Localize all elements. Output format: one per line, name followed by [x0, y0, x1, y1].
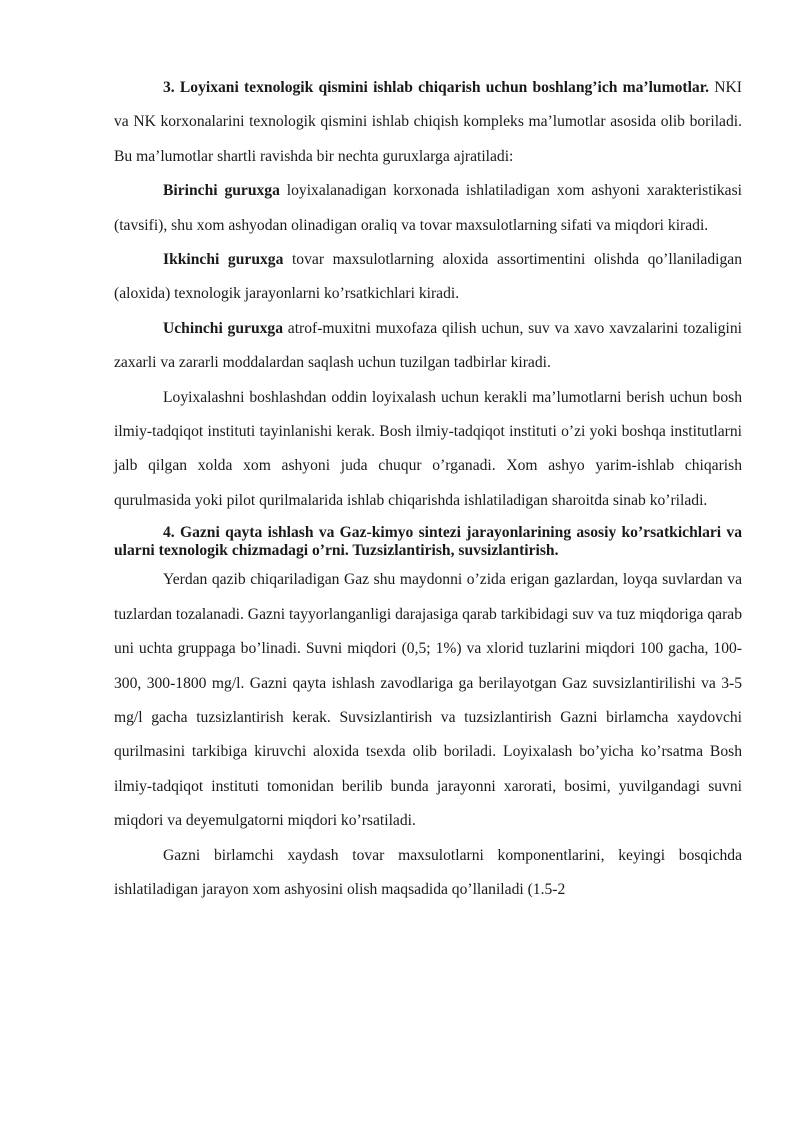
section-3-paragraph: [114, 71, 742, 174]
section-3-text: NKI va NK korxonalarini texnologik qismini ishlab chiqish kompleks ma’lumotlar asosida olib boriladi. Bu ma’lumotlar shartli ravishda bir nechta guruxlarga ajratiladi:: [114, 79, 742, 165]
group-3-label: Uchinchi guruxga: [163, 319, 284, 337]
group-1-text: loyixalanadigan korxonada ishlatiladigan xom ashyoni xarakteristikasi (tavsifi), shu xom ashyodan olinadigan oraliq va tovar maxsulotlarning sifati va miqdori kiradi.: [114, 182, 742, 234]
gas-paragraph-1: Yerdan qazib chiqariladigan Gaz shu maydonni o’zida erigan gazlardan, loyqa suvlardan va tuzlardan tozalanadi. Gazni tayyorlanganligi darajasiga qarab tarkibidagi suv va tuz miqdoriga qarab uni uchta gruppaga bo’linadi. Suvni miqdori (0,5; 1%) va xlorid tuzlarini miqdori 100 gacha, 100-300, 300-1800 mg/l. Gazni qayta ishlash zavodlariga ga berilayotgan Gaz suvsizlantirilishi va 3-5 mg/l gacha tuzsizlantirish kerak. Suvsizlantirish va tuzsizlantirish Gazni birlamcha xaydovchi qurilmasini tarkibiga kiruvchi aloxida tsexda olib boriladi. Loyixalash bo’yicha ko’rsatma Bosh ilmiy-tadqiqot instituti tomonidan berilib bunda jarayonni xarorati, bosimi, yuvilgandagi suvni miqdori va deyemulgatorni miqdori ko’rsatiladi.: [114, 571, 742, 830]
section-3-heading: 3. Loyixani texnologik qismini ishlab chiqarish uchun boshlang’ich ma’lumotlar.: [163, 79, 710, 96]
design-paragraph: Loyixalashni boshlashdan oddin loyixalash uchun kerakli ma’lumotlarni berish uchun bosh ilmiy-tadqiqot instituti tayinlanishi kerak. Bosh ilmiy-tadqiqot instituti o’zi yoki boshqa institutlarni jalb qilgan xolda xom ashyoni juda chuqur o’rganadi. Xom ashyo yarim-ishlab chiqarish qurulmasida yoki pilot qurilmalarida ishlab chiqarishda ishlatiladigan sharoitda sinab ko’riladi.: [114, 388, 742, 509]
group-2-text: tovar maxsulotlarning aloxida assortimentini olishda qo’llaniladigan (aloxida) texnologik jarayonlarni ko’rsatkichlari kiradi.: [114, 251, 742, 303]
section-4-paragraph: [114, 518, 742, 563]
document-body: [114, 71, 742, 907]
group-2-label: Ikkinchi guruxga: [163, 251, 284, 269]
group-1-paragraph: [114, 174, 742, 243]
group-2-paragraph: [114, 243, 742, 312]
group-3-paragraph: [114, 312, 742, 381]
group-1-label: Birinchi guruxga: [163, 182, 280, 200]
section-4-heading: 4. Gazni qayta ishlash va Gaz-kimyo sintezi jarayonlarining asosiy ko’rsatkichlari va ularni texnologik chizmadagi o’rni. Tuzsizlantirish, suvsizlantirish.: [114, 524, 742, 560]
group-3-text: atrof-muxitni muxofaza qilish uchun, suv va xavo xavzalarini tozaligini zaxarli va zararli moddalardan saqlash uchun tuzilgan tadbirlar kiradi.: [114, 319, 743, 372]
gas-paragraph-2: Gazni birlamchi xaydash tovar maxsulotlarni komponentlarini, keyingi bosqichda ishlatiladigan jarayon xom ashyosini olish maqsadida qo’llaniladi (1.5-2: [114, 846, 742, 898]
